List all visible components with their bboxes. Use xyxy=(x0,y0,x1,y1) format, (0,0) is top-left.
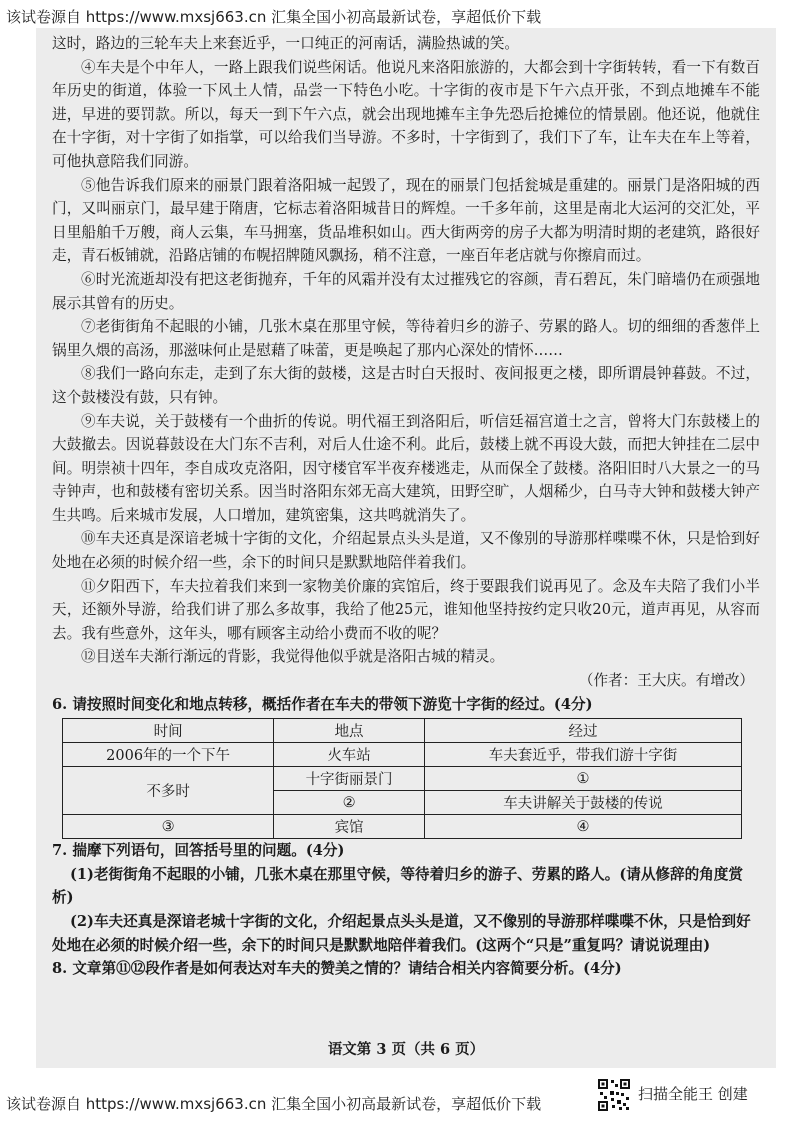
table-header: 时间 xyxy=(63,719,274,743)
table-row xyxy=(63,743,742,767)
paragraph-9: ⑨车夫说，关于鼓楼有一个曲折的传说。明代福王到洛阳后，听信廷福宫道士之言，曾将大门东鼓楼上的大鼓撤去。因说暮鼓设在大门东不吉利，对后人仕途不利。此后，鼓楼上就不再设大鼓，而把大钟挂在二层中间。明崇祯十四年，李自成攻克洛阳，因守楼官军半夜弃楼逃走，从而保全了鼓楼。洛阳旧时八大景之一的马寺钟声，也和鼓楼有密切关系。因当时洛阳东郊无高大建筑，田野空旷，人烟稀少，白马寺大钟和鼓楼大钟产生共鸣。后来城市发展，人口增加，建筑密集，这共鸣就消失了。 xyxy=(52,412,760,524)
question-8: 8. 文章第⑪⑫段作者是如何表达对车夫的赞美之情的？请结合相关内容简要分析。(4分) xyxy=(52,960,622,978)
author-note: （作者：王大庆。有增改） xyxy=(578,672,754,690)
table-row xyxy=(63,815,742,839)
table-cell: ① xyxy=(424,767,741,791)
table-cell: 2006年的一个下午 xyxy=(63,743,274,767)
table-header-row xyxy=(63,719,742,743)
paragraph-10: ⑩车夫还真是深谙老城十字街的文化，介绍起景点头头是道，又不像别的导游那样喋喋不休，只是恰到好处地在必须的时候介绍一些，余下的时间只是默默地陪伴着我们。 xyxy=(52,530,760,572)
table-cell: ② xyxy=(274,791,425,815)
paragraph-5: ⑤他告诉我们原来的丽景门跟着洛阳城一起毁了，现在的丽景门包括瓮城是重建的。丽景门是洛阳城的西门，又叫丽京门，最早建于隋唐，它标志着洛阳城昔日的辉煌。一千多年前，这里是南北大运河的交汇处，平日里船舶千万艘，商人云集，车马拥塞，货品堆积如山。西大街两旁的房子大都为明清时期的老建筑，路很好走，青石板铺就，沿路店铺的布幌招牌随风飘扬，稍不注意，一座百年老店就与你擦肩而过。 xyxy=(52,176,760,265)
table-cell: ③ xyxy=(63,815,274,839)
paragraph-8: ⑧我们一路向东走，走到了东大街的鼓楼，这是古时白天报时、夜间报更之楼，即所谓晨钟暮鼓。不过，这个鼓楼没有鼓，只有钟。 xyxy=(52,365,760,406)
paragraph-12: ⑫目送车夫渐行渐远的背影，我觉得他似乎就是洛阳古城的精灵。 xyxy=(81,648,505,666)
question-7: 7. 揣摩下列语句，回答括号里的问题。(4分) xyxy=(52,842,345,860)
question-6: 6. 请按照时间变化和地点转移，概括作者在车夫的带领下游览十字街的经过。(4分) xyxy=(52,695,593,713)
table-cell: ④ xyxy=(424,815,741,839)
route-table xyxy=(62,718,742,839)
table-row xyxy=(63,767,742,791)
table-cell: 车夫讲解关于鼓楼的传说 xyxy=(424,791,741,815)
page-content xyxy=(52,32,760,981)
table-cell: 宾馆 xyxy=(274,815,425,839)
question-7-part-2: (2)车夫还真是深谙老城十字街的文化，介绍起景点头头是道，又不像别的导游那样喋喋不休，只是恰到好处地在必须的时候介绍一些，余下的时间只是默默地陪伴着我们。(这两个“只是”重复吗？请说说理由) xyxy=(52,913,751,954)
table-cell: 车夫套近乎，带我们游十字街 xyxy=(424,743,741,767)
paragraph-3-end: 这时，路边的三轮车夫上来套近乎，一口纯正的河南话，满脸热诚的笑。 xyxy=(52,35,520,52)
paragraph-6: ⑥时光流逝却没有把这老街抛弃，千年的风霜并没有太过摧残它的容颜，青石碧瓦，朱门暗墙仍在顽强地展示其曾有的历史。 xyxy=(52,270,760,312)
question-7-part-1: (1)老街街角不起眼的小铺，几张木桌在那里守候，等待着归乡的游子、劳累的路人。(请从修辞的角度赏析) xyxy=(52,865,743,907)
table-cell: 不多时 xyxy=(63,767,274,815)
scanned-page xyxy=(36,28,776,1068)
paragraph-11: ⑪夕阳西下，车夫拉着我们来到一家物美价廉的宾馆后，终于要跟我们说再见了。念及车夫陪了我们小半天，还额外导游，给我们讲了那么多故事，我给了他25元，谁知他坚持按约定只收20元，道声再见，从容而去。我有些意外，这年头，哪有顾客主动给小费而不收的呢？ xyxy=(52,577,760,642)
page-footer: 语文第 3 页（共 6 页） xyxy=(327,1041,485,1058)
source-banner-top: 该试卷源自 https://www.mxsj663.cn 汇集全国小初高最新试卷，享超低价下载 xyxy=(6,8,542,26)
table-cell: 火车站 xyxy=(274,743,425,767)
paragraph-4: ④车夫是个中年人，一路上跟我们说些闲话。他说凡来洛阳旅游的，大都会到十字街转转，看一下有数百年历史的街道，体验一下风土人情，品尝一下特色小吃。十字街的夜市是下午六点开张，不到点地摊车不能进，早进的要罚款。所以，每天一到下午六点，就会出现地摊车主争先恐后抢摊位的情景剧。他还说，他就住在十字街，对十字街了如指掌，可以给我们当导游。不多时，十字街到了，我们下了车，让车夫在车上等着，可他执意陪我们同游。 xyxy=(52,58,760,170)
scanner-app-label: 扫描全能王 创建 xyxy=(638,1085,748,1103)
source-banner-bottom: 该试卷源自 https://www.mxsj663.cn 汇集全国小初高最新试卷，享超低价下载 xyxy=(6,1095,542,1113)
qr-code-icon xyxy=(597,1078,631,1112)
table-header: 地点 xyxy=(274,719,425,743)
table-header: 经过 xyxy=(424,719,741,743)
table-cell: 十字街丽景门 xyxy=(274,767,425,791)
paragraph-7: ⑦老街街角不起眼的小铺，几张木桌在那里守候，等待着归乡的游子、劳累的路人。切的细细的香葱伴上锅里久煨的高汤，那滋味何止是慰藉了味蕾，更是唤起了那内心深处的情怀…… xyxy=(52,318,760,359)
